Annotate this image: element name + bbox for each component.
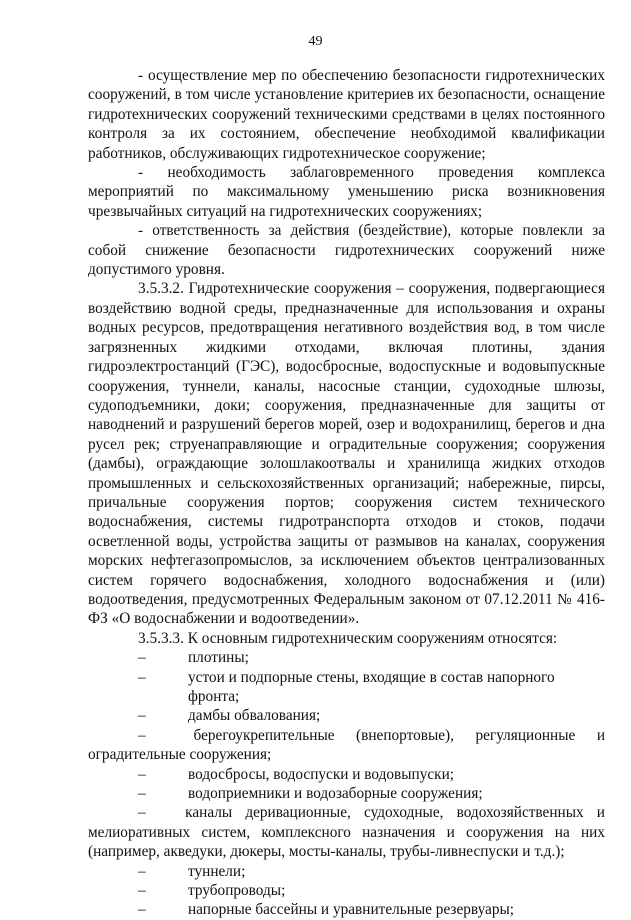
list-dash: –: [138, 726, 146, 744]
paragraph-definition-3-5-3-2: 3.5.3.2. Гидротехнические сооружения – сооружения, подвергающиеся воздействию водной среды, предназначенные для использования и охраны водных ресурсов, предотвращения негативного воздействия вод, в том числе загрязненных жидкими отходами, включая плотины, здания гидроэлектростанций (ГЭС), водосбросные, водоспускные и водовыпускные сооружения, туннели, каналы, насосные станции, судоходные шлюзы, судоподъемники, доки; сооружения, предназначенные для защиты от наводнений и разрушений берегов морей, озер и водохранилищ, берегов и дна русел рек; струенаправляющие и оградительные сооружения; сооружения (дамбы), ограждающие золошлакоотвалы и хранилища жидких отходов промышленных и сельскохозяйственных организаций; набережные, пирсы, причальные сооружения портов; сооружения систем технического водоснабжения, системы гидротранспорта отходов и стоков, подачи осветленной воды, устройства защиты от размывов на каналах, сооружения морских нефтегазопромыслов, за исключением объектов централизованных систем горячего водоснабжения, холодного водоснабжения и (или) водоотведения, предусмотренных Федеральным законом от 07.12.2011 № 416-ФЗ «О водоснабжении и водоотведении».: [88, 280, 605, 628]
list-item: [88, 881, 605, 900]
list-item-text: дамбы обвалования;: [188, 707, 321, 725]
list-item: [88, 784, 605, 803]
list-dash: –: [138, 707, 146, 725]
document-body: [88, 66, 605, 920]
list-dash: –: [138, 765, 146, 783]
list-dash: –: [138, 862, 146, 880]
list-item: [88, 648, 605, 667]
list-item-text: водосбросы, водоспуски и водовыпуски;: [188, 765, 455, 783]
list-item: [88, 668, 605, 707]
list-item-text: каналы деривационные, судоходные, водохозяйственных и мелиоративных систем, комплексного назначения и сооружения на них (например, акведуки, дюкеры, мосты-каналы, трубы-ливнеспуски и т.д.);: [88, 804, 605, 861]
list-item: [88, 900, 605, 919]
paragraph-emergency-prevention: - необходимость заблаговременного проведения комплекса мероприятий по максимальному уменьшению риска возникновения чрезвычайных ситуаций на гидротехнических сооружениях;: [88, 164, 605, 220]
list-item-text: устои и подпорные стены, входящие в состав напорного фронта;: [188, 668, 555, 705]
list-dash: –: [138, 785, 146, 803]
list-item-text: трубопроводы;: [188, 882, 286, 900]
list-item: [88, 803, 605, 861]
list-dash: –: [138, 882, 146, 900]
list-item: [88, 706, 605, 725]
list-item: [88, 765, 605, 784]
list-item-text: берегоукрепительные (внепортовые), регуляционные и оградительные сооружения;: [88, 726, 606, 764]
paragraph-safety-measures: - осуществление мер по обеспечению безопасности гидротехнических сооружений, в том числе установление критериев их безопасности, оснащение гидротехнических сооружений техническими средствами в целях постоянного контроля за их состоянием, обеспечение необходимой квалификации работников, обслуживающих гидротехническое сооружение;: [88, 67, 605, 162]
page-number: 49: [308, 34, 323, 49]
list-item-text: туннели;: [188, 862, 246, 880]
list-dash: –: [138, 901, 146, 919]
list-item: [88, 862, 605, 881]
paragraph-heading-3-5-3-3: 3.5.3.3. К основным гидротехническим сооружениям относятся:: [138, 629, 558, 647]
list-dash: –: [138, 804, 146, 822]
paragraph-responsibility: - ответственность за действия (бездействие), которые повлекли за собой снижение безопасности гидротехнических сооружений ниже допустимого уровня.: [88, 222, 605, 279]
list-item-text: водоприемники и водозаборные сооружения;: [188, 785, 483, 803]
list-item: [88, 726, 605, 765]
list-dash: –: [138, 649, 146, 667]
list-dash: –: [138, 668, 146, 686]
list-item-text: напорные бассейны и уравнительные резервуары;: [188, 901, 515, 919]
list-item-text: плотины;: [188, 649, 249, 667]
